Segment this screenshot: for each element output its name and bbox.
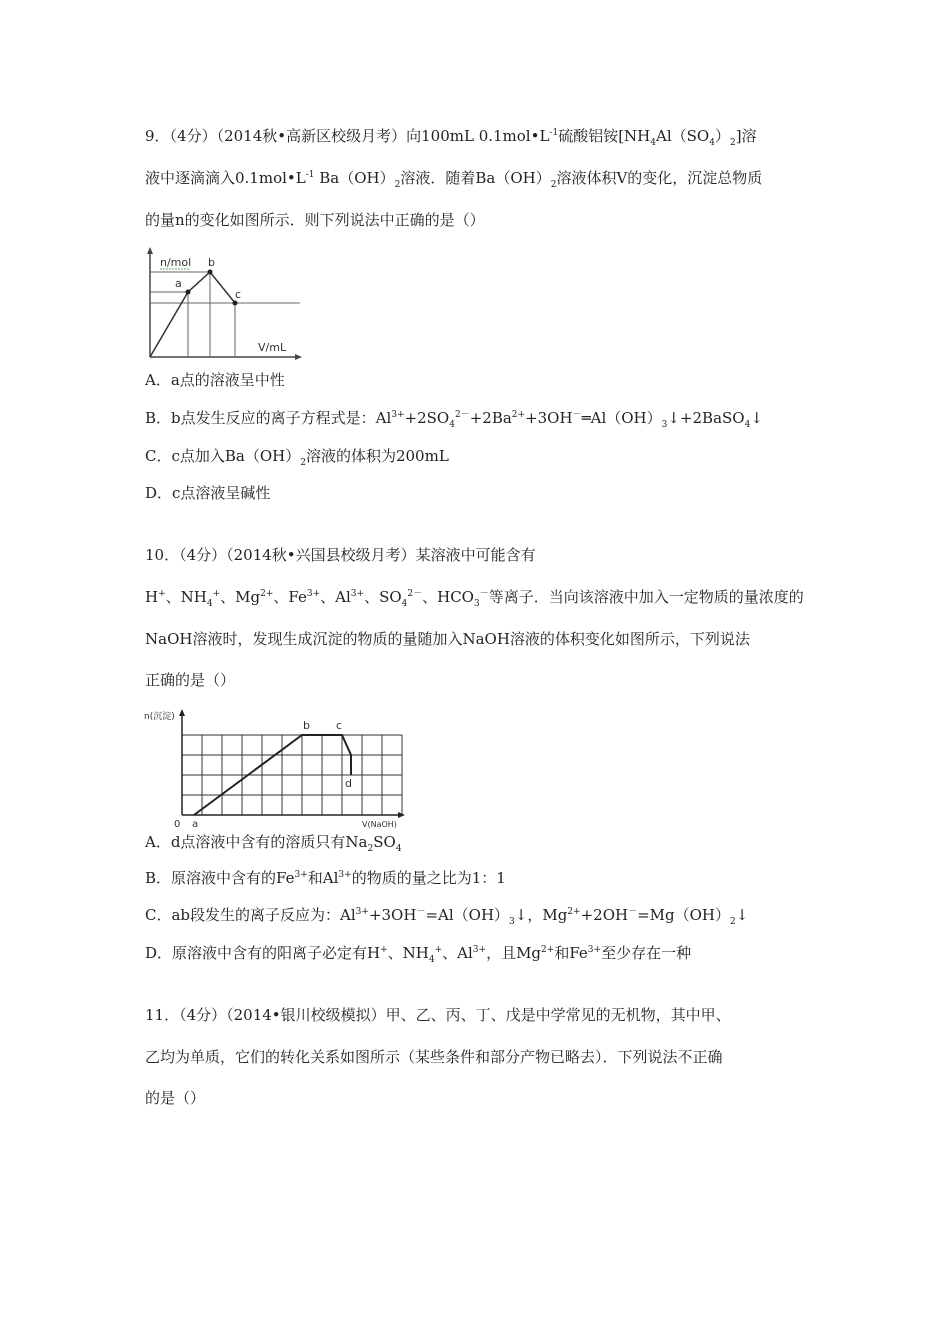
- q11-line-1: 11．（4分）（2014•银川校级模拟）甲、乙、丙、丁、戊是中学常见的无机物，其中甲、: [145, 1006, 731, 1024]
- q11-line-2: 乙均为单质，它们的转化关系如图所示（某些条件和部分产物已略去）．下列说法不正确: [145, 1048, 723, 1066]
- q9-x-label: V/mL: [258, 341, 287, 354]
- q10-graph: [140, 705, 405, 830]
- q10-option-c: C．ab段发生的离子反应为：$Al^{3+}+3OH^-=Al(OH)_3↓$，$Mg^{2+}+2OH^-=Mg(OH)_2↓$: [145, 906, 749, 927]
- q9-point-a: [186, 290, 191, 295]
- q10-label-b: b: [303, 719, 310, 732]
- q9-x-arrow: [295, 354, 302, 360]
- q9-option-a: A．a点的溶液呈中性: [145, 371, 285, 389]
- q9-option-c: C．c点加入$Ba(OH)_2$溶液的体积为200mL: [145, 447, 449, 468]
- q9-line-2: 液中逐滴滴入$0.1mol•L^{-1}$ $Ba(OH)_2$溶液．随着$Ba(OH)_2$溶液体积V的变化，沉淀总物质: [145, 169, 763, 190]
- q9-point-b: [208, 270, 213, 275]
- q9-graph: [140, 245, 305, 360]
- q11-line-3: 的是（）: [145, 1089, 206, 1107]
- q9-y-label: n/mol: [160, 256, 192, 269]
- q10-label-d: d: [345, 777, 352, 790]
- q10-y-label: n(沉淀): [144, 712, 175, 722]
- q10-grid: [182, 735, 402, 815]
- q10-x-label: V(NaOH): [362, 820, 397, 829]
- q10-line-3: NaOH溶液时，发现生成沉淀的物质的量随加入NaOH溶液的体积变化如图所示，下列说法: [145, 630, 750, 648]
- q10-label-a: a: [192, 819, 199, 830]
- q9-line-1: 9．（4分）（2014秋•高新区校级月考）向100mL $0.1mol•L^{-1}$硫酸铝铵$[NH_4Al(SO_4)_2]$溶: [145, 127, 757, 148]
- q10-line-1: 10．（4分）（2014秋•兴国县校级月考）某溶液中可能含有: [145, 546, 536, 564]
- q9-curve: [150, 272, 235, 357]
- q10-option-a: A．d点溶液中含有的溶质只有$Na_2SO_4$: [145, 833, 402, 854]
- q9-label-b: b: [208, 256, 215, 269]
- q10-label-origin: 0: [174, 819, 181, 830]
- q9-option-d: D．c点溶液呈碱性: [145, 484, 271, 502]
- q10-line-2: H+、$NH_4^+$、$Mg^{2+}$、$Fe^{3+}$、$Al^{3+}$、$SO_4^{2-}$、$HCO_3^-$等离子．当向该溶液中加入一定物质的量浓度的: [145, 588, 804, 609]
- q9-line-3: 的量n的变化如图所示．则下列说法中正确的是（）: [145, 211, 485, 229]
- q10-label-c: c: [336, 719, 343, 732]
- q9-option-b: B．b点发生反应的离子方程式是：$Al^{3+}+2SO_4^{2-}+2Ba^{2+}+3OH^-═Al(OH)_3↓+2BaSO_4↓$: [145, 409, 763, 430]
- q9-label-c: c: [235, 288, 242, 301]
- q10-line-4: 正确的是（）: [145, 671, 236, 689]
- q10-y-arrow: [179, 709, 185, 716]
- q9-point-c: [233, 301, 238, 306]
- q10-option-b: B．原溶液中含有的$Fe^{3+}$和$Al^{3+}$的物质的量之比为1：1: [145, 869, 506, 887]
- q9-y-arrow: [147, 247, 153, 254]
- q9-label-a: a: [175, 277, 182, 290]
- q10-option-d: D．原溶液中含有的阳离子必定有H+、$NH_4^+$、$Al^{3+}$，且$Mg^{2+}$和$Fe^{3+}$至少存在一种: [145, 944, 692, 965]
